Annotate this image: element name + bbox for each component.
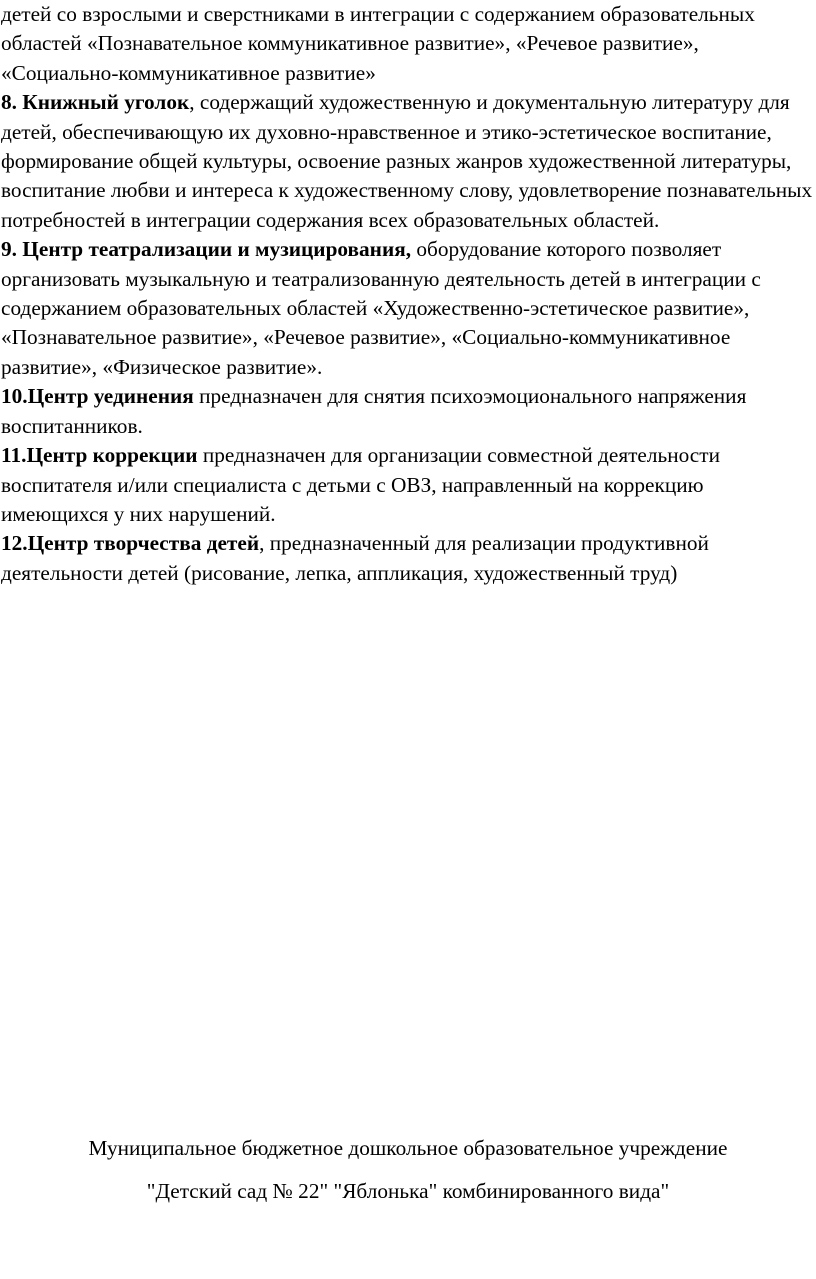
- item-title-correction-center: 11.Центр коррекции: [1, 443, 198, 468]
- list-item-book-corner: [1, 88, 815, 235]
- item-title-solitude-center: 10.Центр уединения: [1, 384, 194, 409]
- document-body: [1, 0, 815, 588]
- list-item-theater-music-center: [1, 235, 815, 382]
- item-title-theater-music-center: 9. Центр театрализации и музицирования,: [1, 237, 412, 262]
- list-item-correction-center: [1, 441, 815, 529]
- item-text-solitude-center: предназначен для снятия психоэмоционального напряжения воспитанников.: [1, 384, 747, 438]
- item-text-book-corner: , содержащий художественную и документальную литературу для детей, обеспечивающую их духовно-нравственное и этико-эстетическое воспитание, формирование общей культуры, освоение разных жанров художественной литературы, воспитание любви и интереса к художественному слову, удовлетворение познавательных потребностей в интеграции содержания всех образовательных областей.: [1, 90, 813, 232]
- intro-paragraph: детей со взрослыми и сверстниками в интеграции с содержанием образовательных областей «Познавательное коммуникативное развитие», «Речевое развитие», «Социально-коммуникативное развитие»: [1, 2, 755, 85]
- item-title-creativity-center: 12.Центр творчества детей: [1, 531, 260, 556]
- item-text-creativity-center: , предназначенный для реализации продуктивной деятельности детей (рисование, лепка, аппликация, художественный труд): [1, 531, 709, 585]
- footer-institution-name: Муниципальное бюджетное дошкольное образовательное учреждение: [88, 1136, 728, 1160]
- list-item-solitude-center: [1, 382, 815, 441]
- item-title-book-corner: 8. Книжный уголок: [1, 90, 190, 115]
- item-text-theater-music-center: оборудование которого позволяет организовать музыкальную и театрализованную деятельность детей в интеграции с содержанием образовательных областей «Художественно-эстетическое развитие», «Познавательное развитие», «Речевое развитие», «Социально-коммуникативное развитие», «Физическое развитие».: [1, 237, 761, 379]
- list-item-creativity-center: [1, 529, 815, 588]
- item-text-correction-center: предназначен для организации совместной деятельности воспитателя и/или специалиста с детьми с ОВЗ, направленный на коррекцию имеющихся у них нарушений.: [1, 443, 720, 526]
- footer-kindergarten-name: "Детский сад № 22" "Яблонька" комбинированного вида": [146, 1179, 670, 1203]
